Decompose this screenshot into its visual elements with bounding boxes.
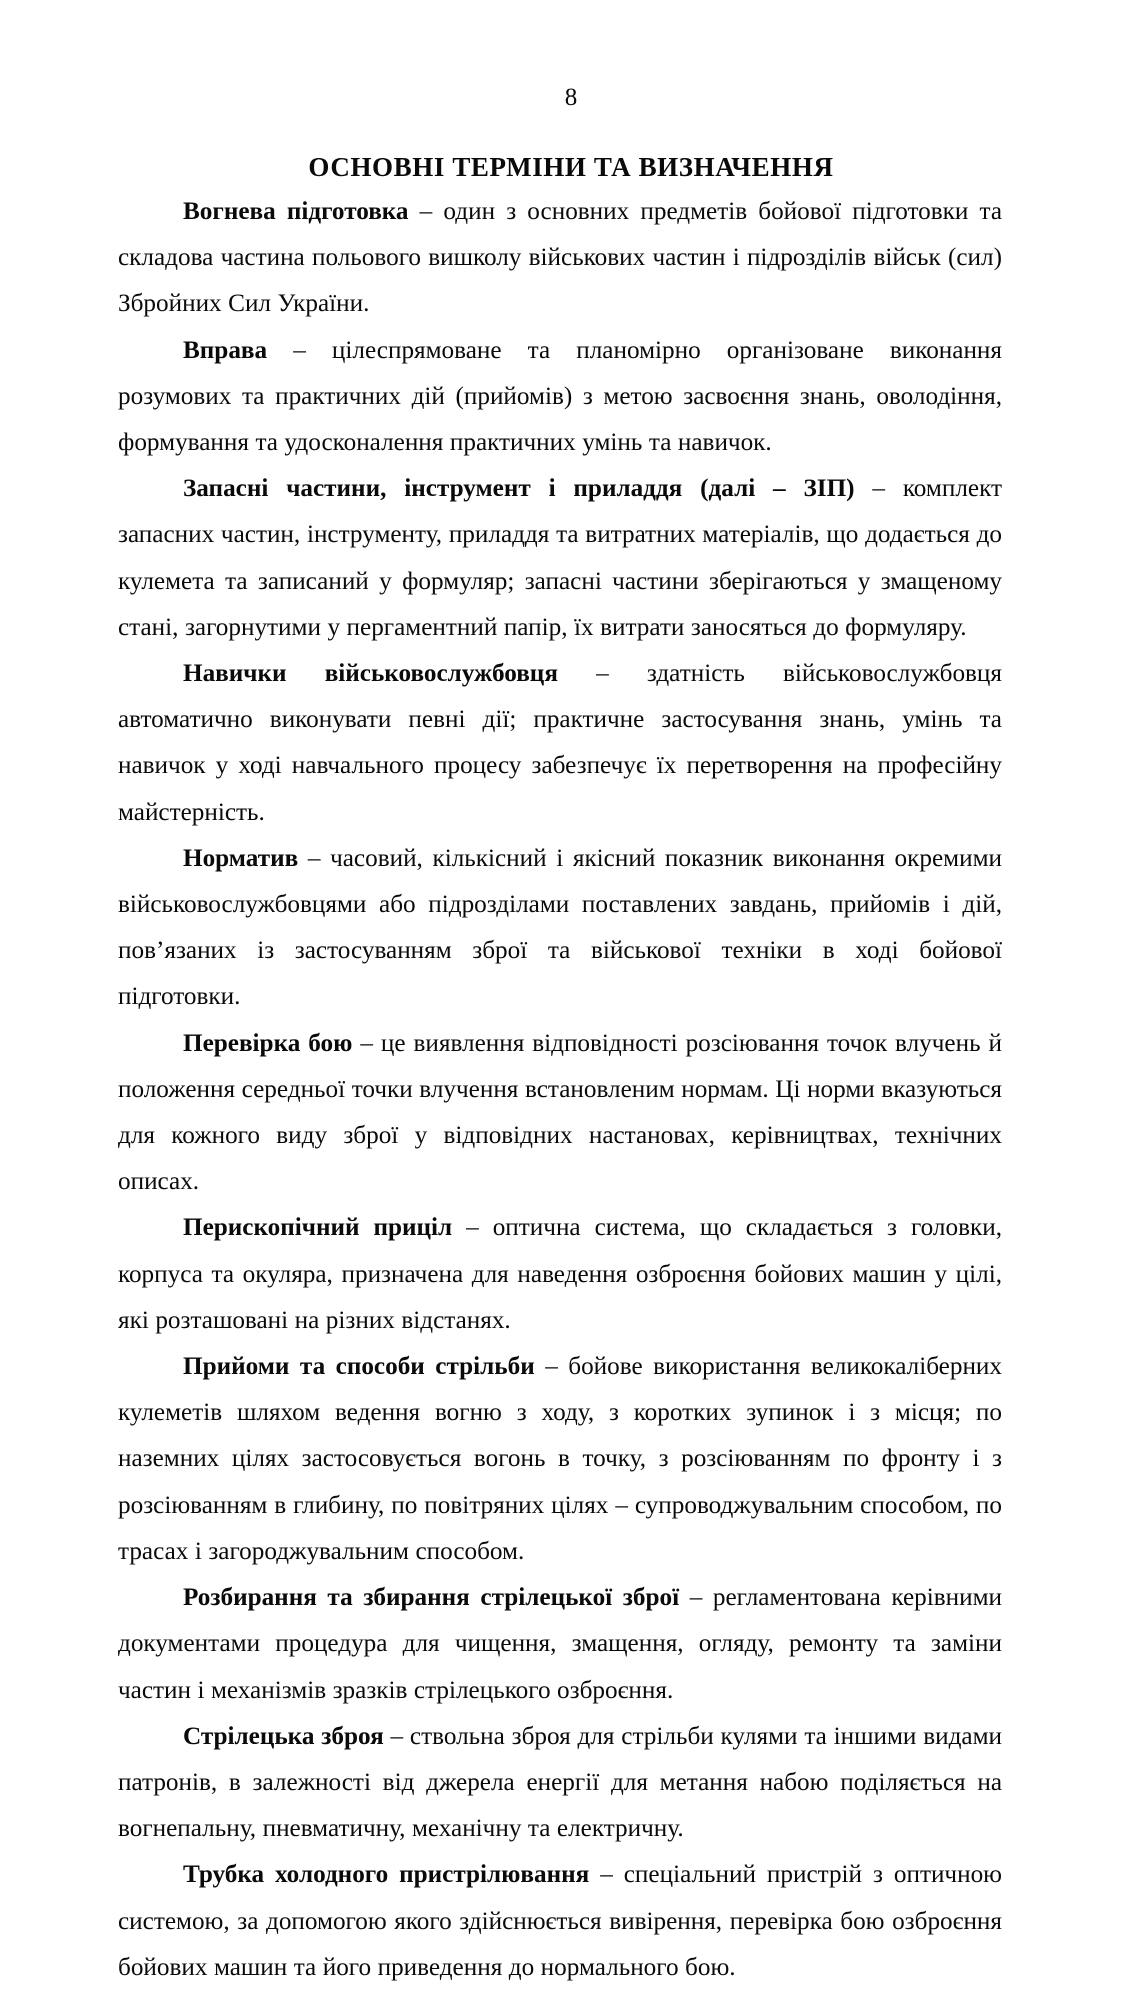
term-entry	[118, 328, 1002, 467]
term-definition: – здатність військовослужбовця автоматично виконувати певні дії; практичне застосування знань, умінь та навичок у ході навчального процесу забезпечує їх перетворення на професійну майстерність.	[118, 660, 1002, 826]
term-entry	[118, 651, 1002, 836]
term-entry	[118, 1575, 1002, 1714]
page-title: ОСНОВНІ ТЕРМІНИ ТА ВИЗНАЧЕННЯ	[308, 152, 834, 183]
term-entry	[118, 836, 1002, 1021]
term-definition: – регламентована керівними документами процедура для чищення, змащення, огляду, ремонту та заміни частин і механізмів зразків стрілецького озброєння.	[118, 1584, 1003, 1704]
term-name: Перископічний приціл	[183, 1214, 453, 1242]
term-name: Прийоми та способи стрільби	[183, 1353, 535, 1381]
term-entry	[118, 1344, 1002, 1575]
term-definition: – оптична система, що складається з головки, корпуса та окуляра, призначена для наведення озброєння бойових машин у цілі, які розташовані на різних відстанях.	[118, 1214, 1002, 1334]
term-name: Вогнева підготовка	[183, 198, 409, 225]
term-definition: – комплект запасних частин, інструменту, приладдя та витратних матеріалів, що додається до кулемета та записаний у формуляр; запасні частини зберігаються у змащеному стані, загорнутими у пергаментний папір, їх витрати заносяться до формуляру.	[118, 475, 1002, 641]
term-name: Перевірка бою	[183, 1029, 353, 1057]
term-name: Стрілецька зброя	[183, 1722, 384, 1750]
definitions-list	[118, 189, 1002, 1991]
term-definition: – ствольна зброя для стрільби кулями та іншими видами патронів, в залежності від джерела енергії для метання набою поділяється на вогнепальну, пневматичну, механічну та електричну.	[118, 1722, 1002, 1843]
term-definition: – це виявлення відповідності розсіювання точок влучень й положення середньої точки влучення встановленим нормам. Ці норми вказуються для кожного виду зброї у відповідних настановах, керівництвах, технічних описах.	[118, 1029, 1002, 1196]
term-definition: – бойове використання великокаліберних кулеметів шляхом ведення вогню з ходу, з коротких зупинок і з місця; по наземних цілях застосовується вогонь в точку, з розсіюванням по фронту і з розсіюванням в глибину, по повітряних цілях – супроводжувальним способом, по трасах і загороджувальним способом.	[118, 1353, 1003, 1565]
term-entry	[118, 1205, 1002, 1344]
term-name: Навички військовослужбовця	[183, 660, 558, 688]
term-entry	[118, 466, 1002, 651]
term-name: Трубка холодного пристрілювання	[183, 1861, 590, 1889]
term-name: Вправа	[183, 336, 268, 364]
term-name: Розбирання та збирання стрілецької зброї	[183, 1584, 680, 1612]
term-entry	[118, 1021, 1002, 1206]
term-definition: – один з основних предметів бойової підготовки та складова частина польового вишколу військових частин і підрозділів військ (сил) Збройних Сил України.	[118, 198, 1002, 318]
term-definition: – спеціальний пристрій з оптичною системою, за допомогою якого здійснюється вивірення, перевірка бою озброєння бойових машин та його приведення до нормального бою.	[118, 1861, 1002, 1981]
term-name: Норматив	[183, 844, 299, 872]
term-definition: – цілеспрямоване та планомірно організоване виконання розумових та практичних дій (прийомів) з метою засвоєння знань, оволодіння, формування та удосконалення практичних умінь та навичок.	[118, 336, 1002, 457]
term-entry	[118, 1852, 1002, 1991]
term-entry	[118, 189, 1002, 328]
term-name: Запасні частини, інструмент і приладдя (далі – ЗІП)	[183, 475, 855, 503]
page-number: 8	[564, 84, 578, 111]
term-entry	[118, 1714, 1002, 1853]
term-definition: – часовий, кількісний і якісний показник виконання окремими військовослужбовцями або підрозділами поставлених завдань, прийомів і дій, пов’язаних із застосуванням зброї та військової техніки в ході бойової підготовки.	[118, 844, 1002, 1011]
